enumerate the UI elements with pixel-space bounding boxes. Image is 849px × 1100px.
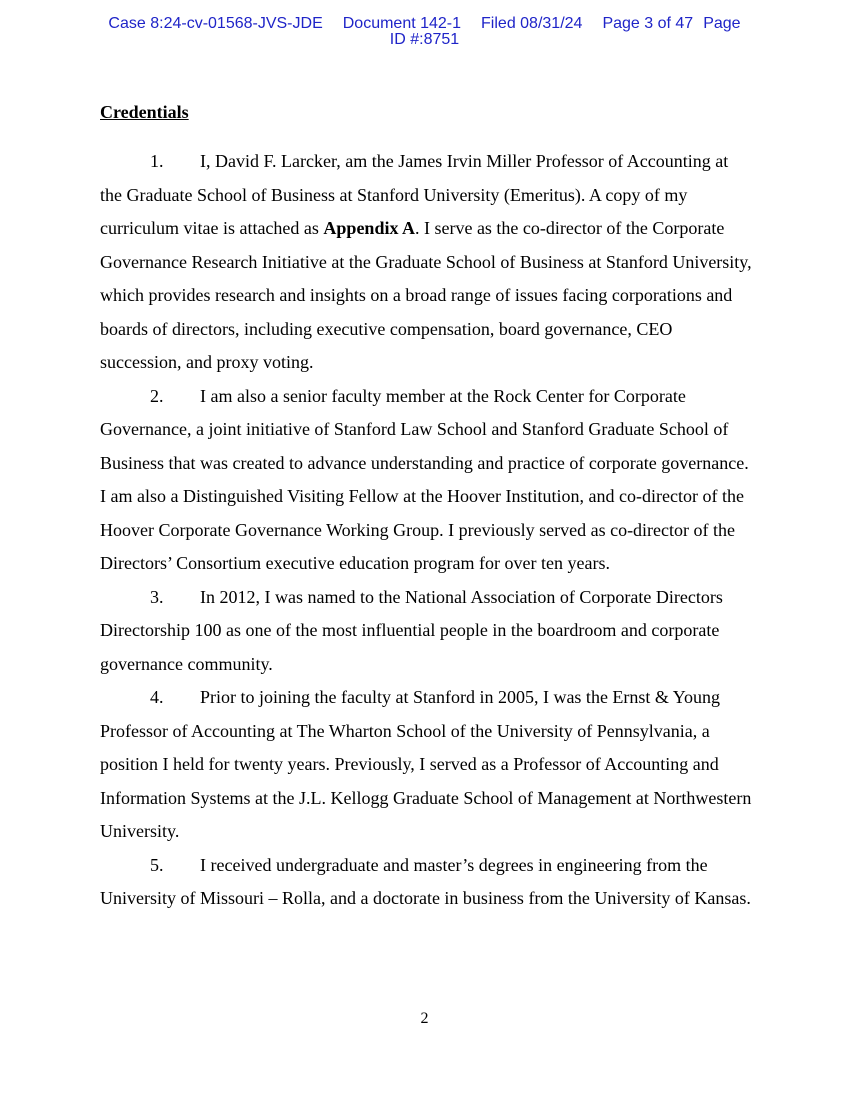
paragraph-2 (100, 380, 752, 581)
page-count: Page 3 of 47 (602, 15, 694, 32)
appendix-reference: Appendix A (323, 218, 415, 238)
document-body (100, 100, 752, 916)
paragraph-text: I am also a senior faculty member at the Rock Center for Corporate Governance, a joint initiative of Stanford Law School and Stanford Graduate School of Business that was created to advance understanding and practice of corporate governance. I am also a Distinguished Visiting Fellow at the Hoover Institution, and co-director of the Hoover Corporate Governance Working Group. I previously served as co-director of the Directors’ Consortium executive education program for over ten years. (100, 385, 749, 573)
paragraph-number: 2. (150, 385, 164, 406)
paragraph-text: I, David F. Larcker, am the James Irvin Miller Professor of Accounting at the Graduate School of Business at Stanford University (Emeritus). A copy of my curriculum vitae is attached as (100, 151, 729, 238)
paragraph-1 (100, 145, 752, 380)
paragraph-3 (100, 581, 752, 682)
paragraph-text: Prior to joining the faculty at Stanford in 2005, I was the Ernst & Young Professor of Accounting at The Wharton School of the University of Pennsylvania, a position I held for twenty years. Previously, I served as a Professor of Accounting and Information Systems at the J.L. Kellogg Graduate School of Management at Northwestern University. (100, 687, 752, 841)
paragraph-text-continued: . I serve as the co-director of the Corporate Governance Research Initiative at the Graduate School of Business at Stanford University, which provides research and insights on a broad range of issues facing corporations and boards of directors, including executive compensation, board governance, CEO succession, and proxy voting. (100, 218, 752, 372)
paragraph-number: 4. (150, 687, 164, 707)
paragraph-number: 3. (150, 586, 164, 607)
paragraph-5 (100, 849, 752, 916)
page-id-prefix: Page (703, 15, 741, 32)
paragraph-text: I received undergraduate and master’s degrees in engineering from the University of Missouri – Rolla, and a doctorate in business from the University of Kansas. (100, 854, 751, 908)
page-id: ID #:8751 (389, 31, 460, 48)
filed-date: Filed 08/31/24 (481, 15, 583, 32)
document-number: Document 142-1 (342, 15, 462, 32)
paragraph-text: In 2012, I was named to the National Association of Corporate Directors Directorship 100 as one of the most influential people in the boardroom and corporate governance community. (100, 586, 723, 674)
page-number: 2 (420, 1010, 429, 1027)
paragraph-number: 1. (150, 151, 164, 171)
ecf-filing-header (60, 16, 789, 48)
paragraph-4 (100, 681, 752, 849)
case-number: Case 8:24-cv-01568-JVS-JDE (108, 15, 323, 32)
section-title: Credentials (100, 102, 189, 122)
paragraph-number: 5. (150, 854, 164, 875)
